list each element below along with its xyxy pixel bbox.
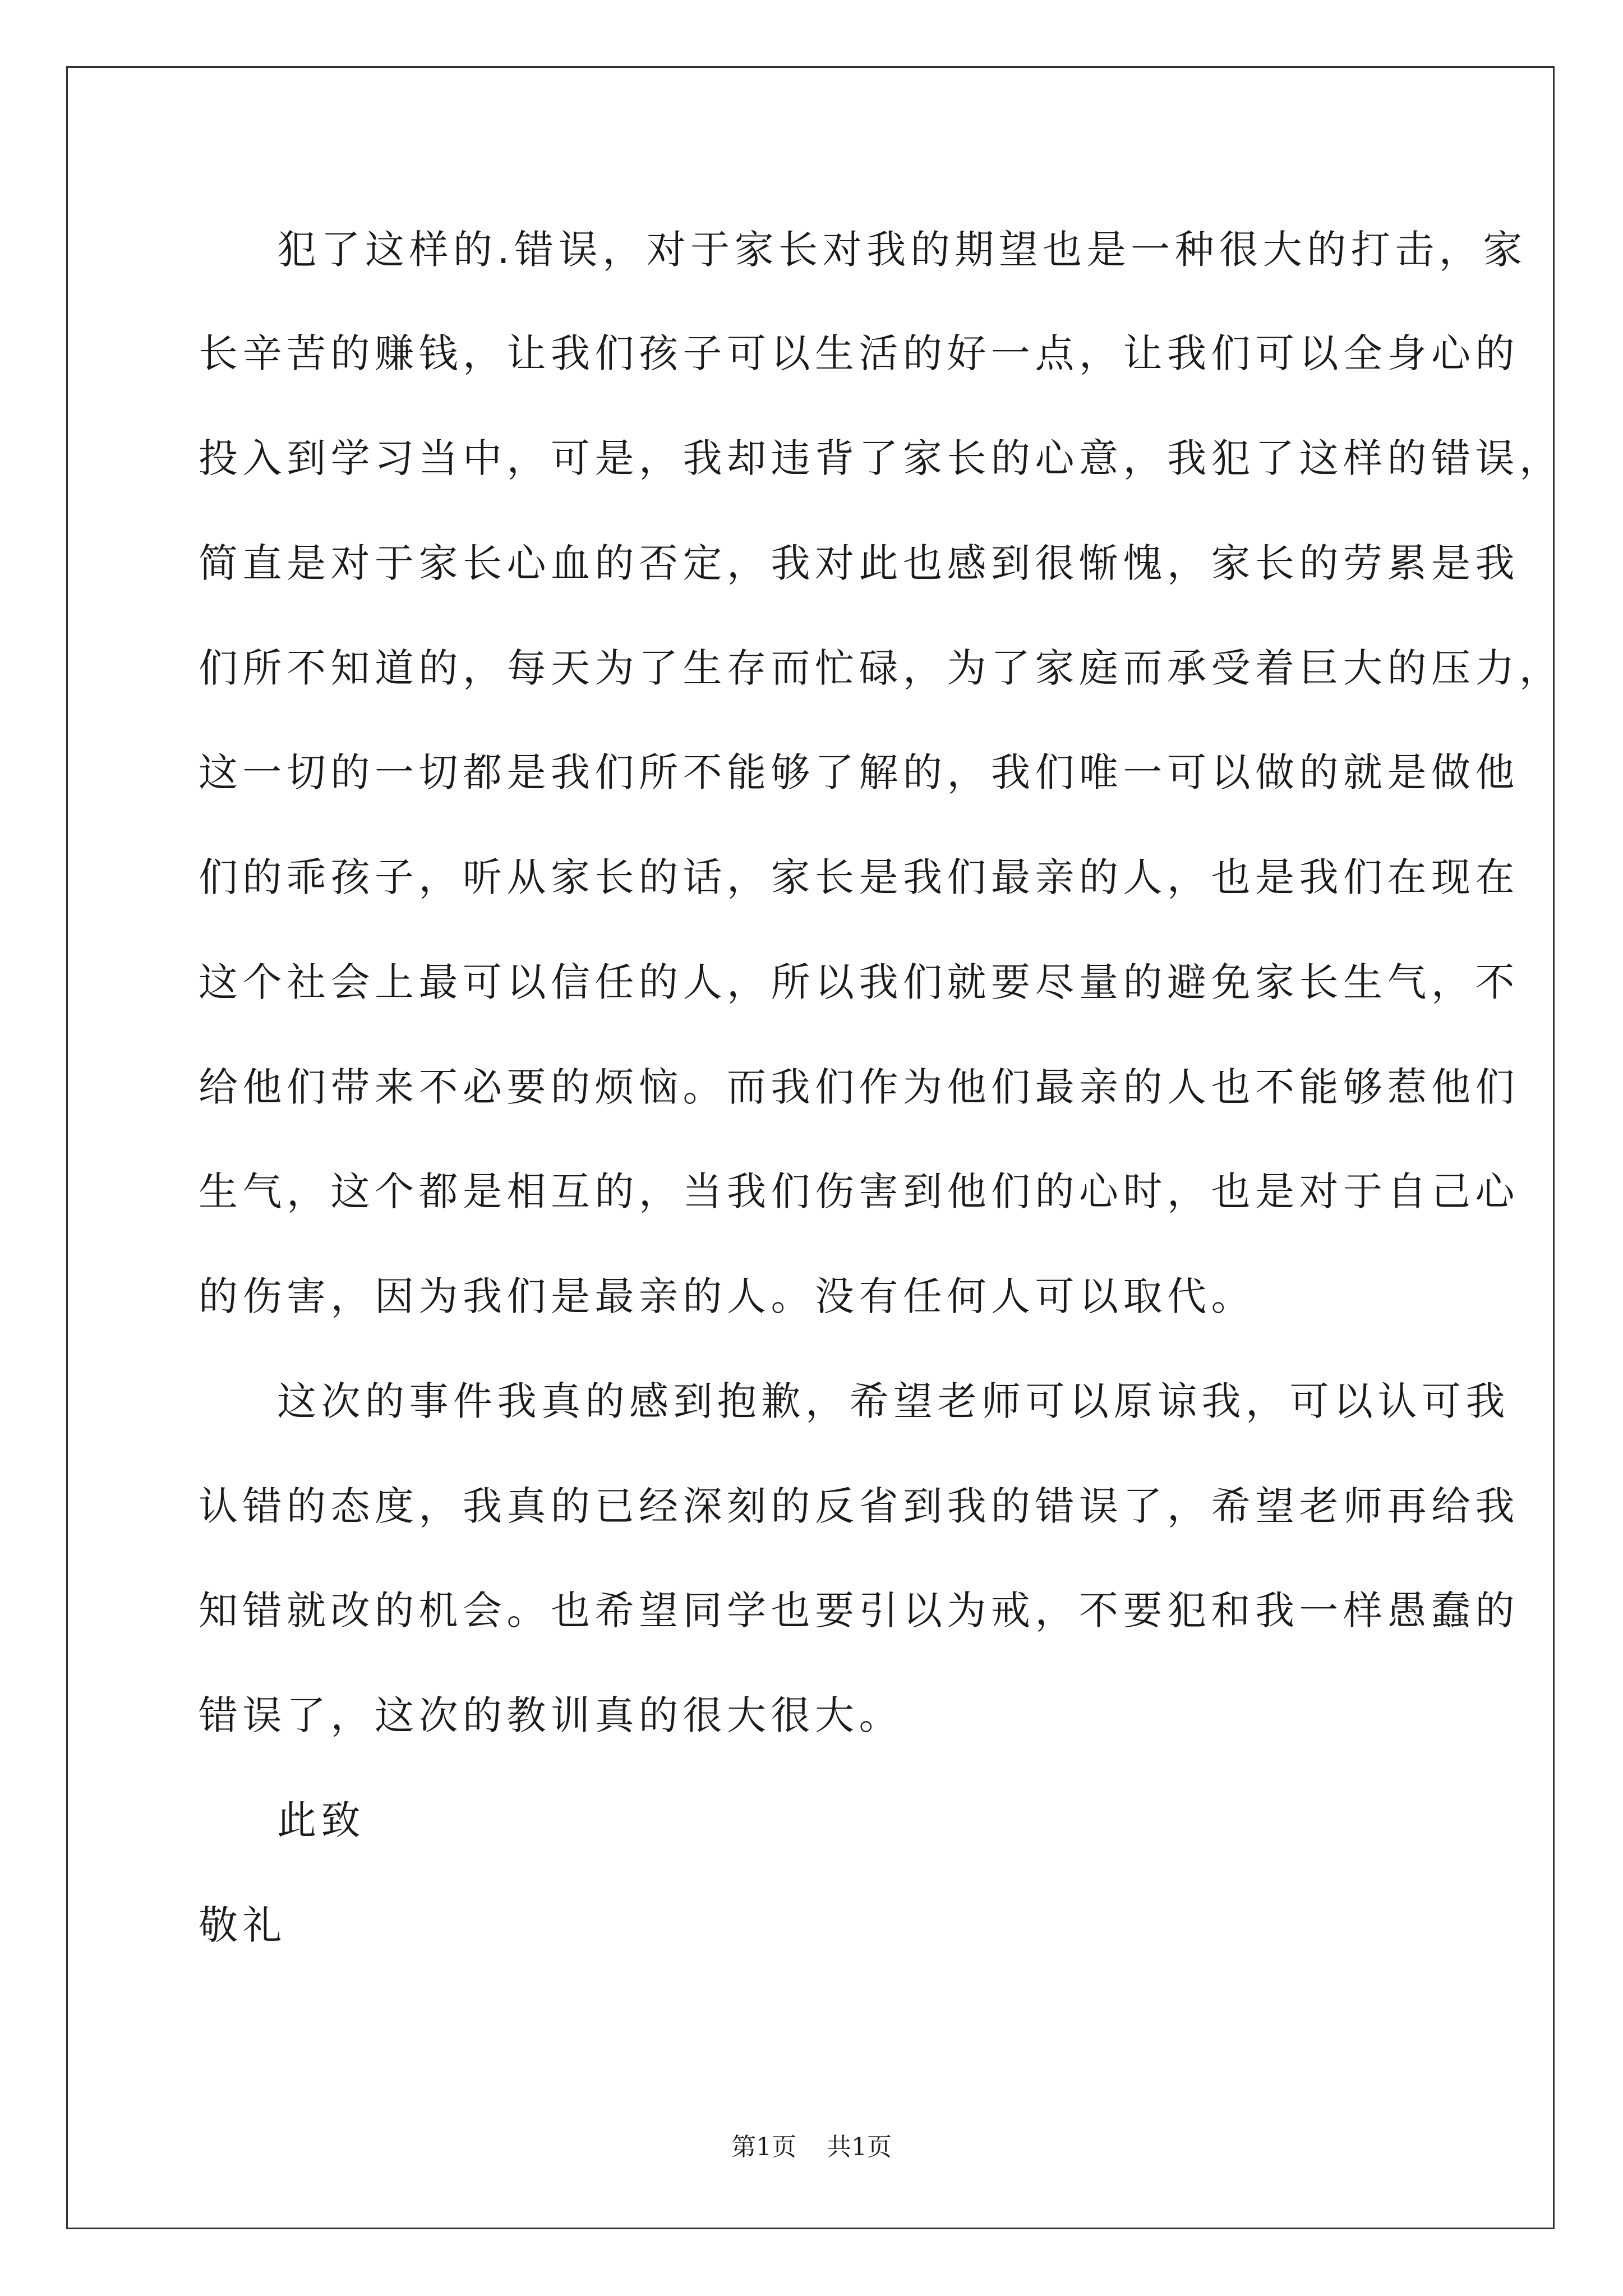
body-line-6: 这一切的一切都是我们所不能够了解的，我们唯一可以做的就是做他 [199, 749, 1519, 795]
body-line-11: 的伤害，因为我们是最亲的人。没有任何人可以取代。 [199, 1273, 1255, 1319]
closing-salutation: 此致 [277, 1797, 365, 1843]
closing-regards: 敬礼 [199, 1902, 287, 1948]
page-border [66, 66, 1555, 2229]
body-line-13: 认错的态度，我真的已经深刻的反省到我的错误了，希望老师再给我 [199, 1483, 1519, 1529]
body-line-2: 长辛苦的赚钱，让我们孩子可以生活的好一点，让我们可以全身心的 [199, 330, 1519, 376]
body-line-8: 这个社会上最可以信任的人，所以我们就要尽量的避免家长生气，不 [199, 959, 1519, 1005]
body-line-1: 犯了这样的.错误，对于家长对我的期望也是一种很大的打击，家 [277, 227, 1527, 273]
body-line-4: 简直是对于家长心血的否定，我对此也感到很惭愧，家长的劳累是我 [199, 540, 1519, 586]
page-number: 第1页 [731, 2133, 796, 2161]
body-line-3: 投入到学习当中，可是，我却违背了家长的心意，我犯了这样的错误， [199, 435, 1564, 481]
page-footer [0, 2135, 1623, 2160]
body-line-5: 们所不知道的，每天为了生存而忙碌，为了家庭而承受着巨大的压力， [199, 645, 1564, 691]
body-line-9: 给他们带来不必要的烦恼。而我们作为他们最亲的人也不能够惹他们 [199, 1064, 1519, 1110]
body-line-7: 们的乖孩子，听从家长的话，家长是我们最亲的人，也是我们在现在 [199, 854, 1519, 900]
body-line-12: 这次的事件我真的感到抱歉，希望老师可以原谅我，可以认可我 [277, 1378, 1510, 1424]
page-total: 共1页 [827, 2133, 892, 2161]
body-line-14: 知错就改的机会。也希望同学也要引以为戒，不要犯和我一样愚蠢的 [199, 1588, 1519, 1634]
body-line-10: 生气，这个都是相互的，当我们伤害到他们的心时，也是对于自己心 [199, 1168, 1519, 1214]
body-line-15: 错误了，这次的教训真的很大很大。 [199, 1692, 903, 1738]
